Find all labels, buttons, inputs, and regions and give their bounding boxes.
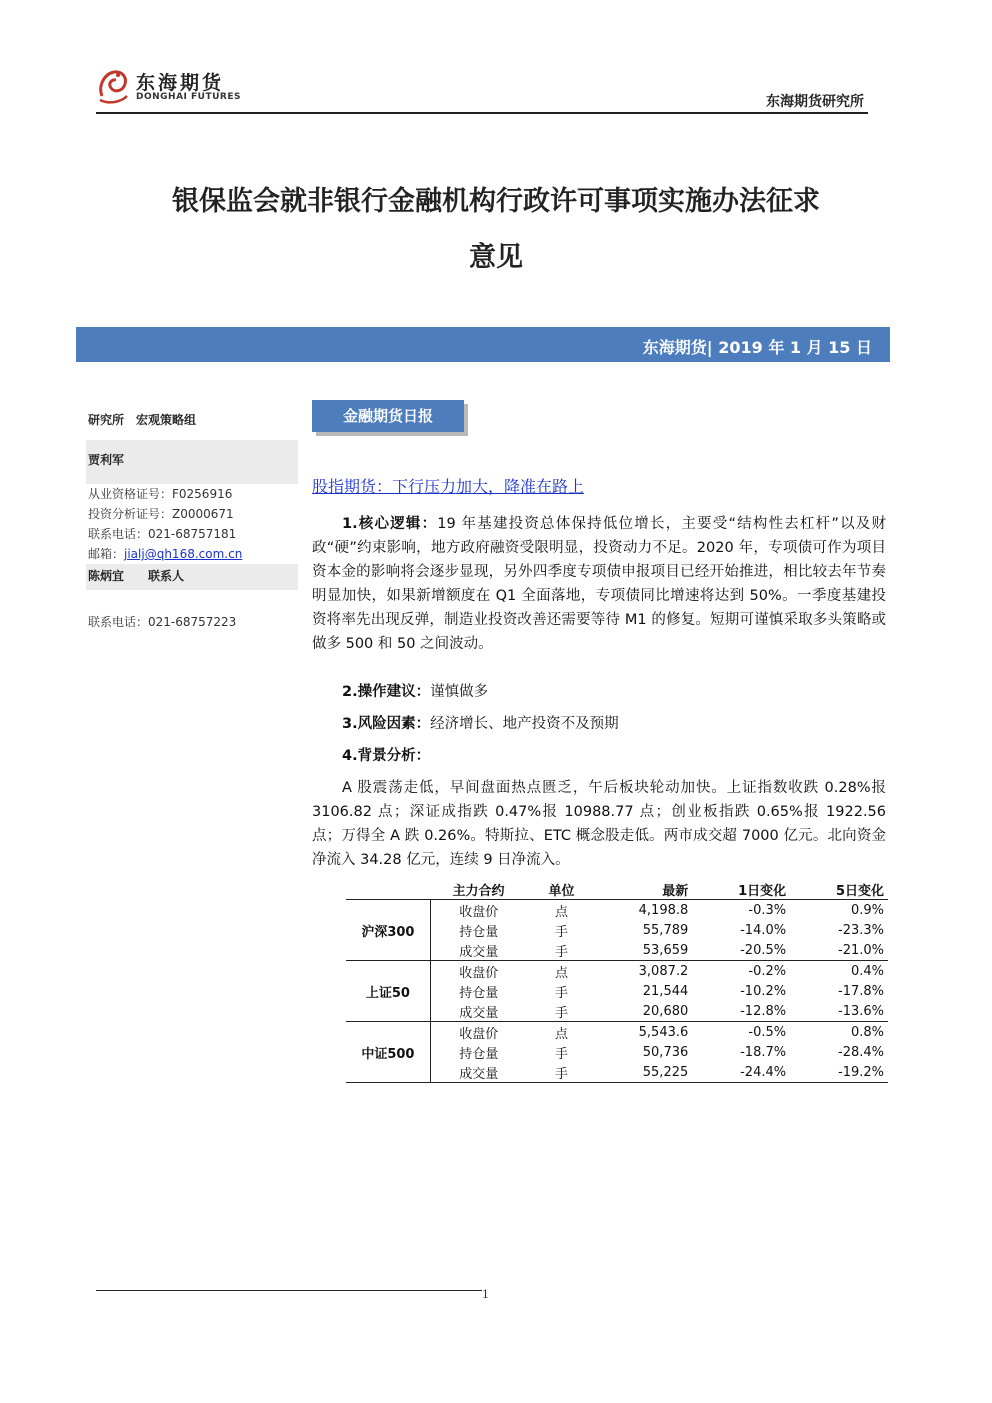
section-title-link[interactable]: 股指期货：下行压力加大，降准在路上 (312, 477, 585, 496)
row-5d: -21.0% (790, 940, 888, 961)
analyst1-phone: 联系电话：021-68757181 (88, 527, 237, 541)
core-logic-label: 1.核心逻辑： (342, 516, 438, 532)
row-5d: 0.8% (850, 1024, 884, 1040)
row-unit: 手 (554, 1046, 568, 1062)
analyst2-header (86, 564, 298, 590)
table-header-row (346, 880, 888, 900)
group-name: 沪深300 (346, 900, 430, 961)
row-5d: -13.6% (790, 1001, 888, 1022)
col-header-contract: 主力合约 (430, 880, 526, 900)
title-line-2: 意见 (469, 242, 523, 273)
row-item: 收盘价 (459, 1026, 499, 1042)
page-title (96, 174, 896, 286)
risk-factors-paragraph (312, 712, 886, 736)
group-name: 中证500 (346, 1022, 430, 1083)
analyst2-name: 陈炳宜 联系人 (88, 569, 185, 583)
background-heading (312, 744, 886, 768)
row-item: 成交量 (430, 1001, 526, 1022)
operation-advice-text: 谨慎做多 (430, 684, 489, 700)
col-header-1d: 1日变化 (692, 880, 790, 900)
row-last: 3,087.2 (638, 963, 689, 979)
row-item: 收盘价 (459, 904, 499, 920)
logo-text-cn: 东海期货 (136, 72, 225, 94)
row-last: 53,659 (596, 940, 692, 961)
row-last: 50,736 (642, 1044, 689, 1060)
analyst1-name: 贾利军 (88, 453, 125, 467)
analyst1-email-link[interactable]: jialj@qh168.com.cn (124, 547, 243, 561)
row-1d: -12.8% (692, 1001, 790, 1022)
row-unit: 手 (554, 924, 568, 940)
analyst1-email-row (86, 544, 298, 564)
row-unit: 点 (554, 1026, 568, 1042)
col-header-unit: 单位 (527, 880, 597, 900)
sidebar-authors (86, 402, 298, 632)
email-label: 邮箱： (88, 547, 125, 561)
row-1d: -10.2% (740, 983, 787, 999)
header-rule (96, 112, 868, 114)
row-item: 持仓量 (459, 1046, 499, 1062)
row-last: 21,544 (642, 983, 689, 999)
row-last: 4,198.8 (638, 902, 689, 918)
sidebar-dept: 研究所 宏观策略组 (88, 413, 197, 427)
row-unit: 点 (554, 904, 568, 920)
date-band-text: 东海期货| 2019 年 1 月 15 日 (642, 338, 872, 357)
row-item: 成交量 (430, 1062, 526, 1083)
col-header-last: 最新 (596, 880, 692, 900)
row-unit: 点 (554, 965, 568, 981)
row-last: 5,543.6 (638, 1024, 689, 1040)
row-item: 收盘价 (459, 965, 499, 981)
row-item: 持仓量 (459, 985, 499, 1001)
row-1d: -14.0% (740, 922, 787, 938)
core-logic-text: 19 年基建投资总体保持低位增长，主要受“结构性去杠杆”以及财政“硬”约束影响，地方政府融资受限明显，投资动力不足。2020 年，专项债可作为项目资本金的影响将会逐步显现，另外四季度专项债申报项目已经开始推进，相比较去年节奏明显加快，如果新增额度在 Q1 全面落地，专项债同比增速将达到 50%。一季度基建投资将率先出现反弹，制造业投资改善还需要等待 M1 的修复。短期可谨慎采取多头策略或做多 500 和 50 之间波动。 (312, 516, 886, 652)
core-logic-paragraph (312, 512, 886, 656)
table-row (346, 1022, 888, 1043)
donghai-logo-icon (96, 66, 130, 104)
group-name: 上证50 (346, 961, 430, 1022)
row-unit: 手 (527, 1001, 597, 1022)
operation-advice-label: 2.操作建议： (342, 684, 431, 700)
risk-factors-text: 经济增长、地产投资不及预期 (430, 716, 619, 732)
row-1d: -24.4% (692, 1062, 790, 1083)
operation-advice-paragraph (312, 680, 886, 704)
row-5d: 0.9% (850, 902, 884, 918)
risk-factors-label: 3.风险因素： (342, 716, 431, 732)
page-number: 1 (482, 1288, 489, 1301)
row-unit: 手 (554, 985, 568, 1001)
report-type-tag: 金融期货日报 (312, 400, 464, 432)
row-1d: -20.5% (692, 940, 790, 961)
row-unit: 手 (527, 940, 597, 961)
table-row (346, 961, 888, 982)
row-last: 20,680 (596, 1001, 692, 1022)
row-last: 55,789 (642, 922, 689, 938)
logo-text-en: DONGHAI FUTURES (136, 92, 241, 102)
row-1d: -0.3% (748, 902, 787, 918)
date-band (76, 327, 890, 362)
row-item: 成交量 (430, 940, 526, 961)
row-last: 55,225 (596, 1062, 692, 1083)
analyst1-header (86, 440, 298, 484)
row-item: 持仓量 (459, 924, 499, 940)
footer-rule (96, 1290, 482, 1291)
row-1d: -0.5% (748, 1024, 787, 1040)
background-label: 4.背景分析： (342, 748, 431, 764)
row-unit: 手 (527, 1062, 597, 1083)
row-1d: -0.2% (748, 963, 787, 979)
table-row (346, 900, 888, 921)
background-paragraph: A 股震荡走低，早间盘面热点匮乏，午后板块轮动加快。上证指数收跌 0.28%报 3106.82 点；深证成指跌 0.47%报 10988.77 点；创业板指跌 0.65%报 1922.56 点；万得全 A 跌 0.26%。特斯拉、ETC 概念股走低。两市成交超 7000 亿元。北向资金净流入 34.28 亿元，连续 9 日净流入。 (312, 780, 886, 868)
analyst2-phone: 联系电话：021-68757223 (88, 615, 237, 629)
title-line-1: 银保监会就非银行金融机构行政许可事项实施办法征求 (172, 186, 820, 217)
row-5d: -17.8% (838, 983, 884, 999)
row-5d: -28.4% (838, 1044, 884, 1060)
futures-table (346, 880, 888, 1083)
row-5d: 0.4% (850, 963, 884, 979)
row-5d: -23.3% (838, 922, 884, 938)
analyst1-cert: 从业资格证号：F0256916 (88, 487, 233, 501)
analyst1-invest: 投资分析证号：Z0000671 (88, 507, 234, 521)
col-header-5d: 5日变化 (790, 880, 888, 900)
row-1d: -18.7% (740, 1044, 787, 1060)
row-5d: -19.2% (790, 1062, 888, 1083)
header-institute: 东海期货研究所 (766, 94, 864, 110)
